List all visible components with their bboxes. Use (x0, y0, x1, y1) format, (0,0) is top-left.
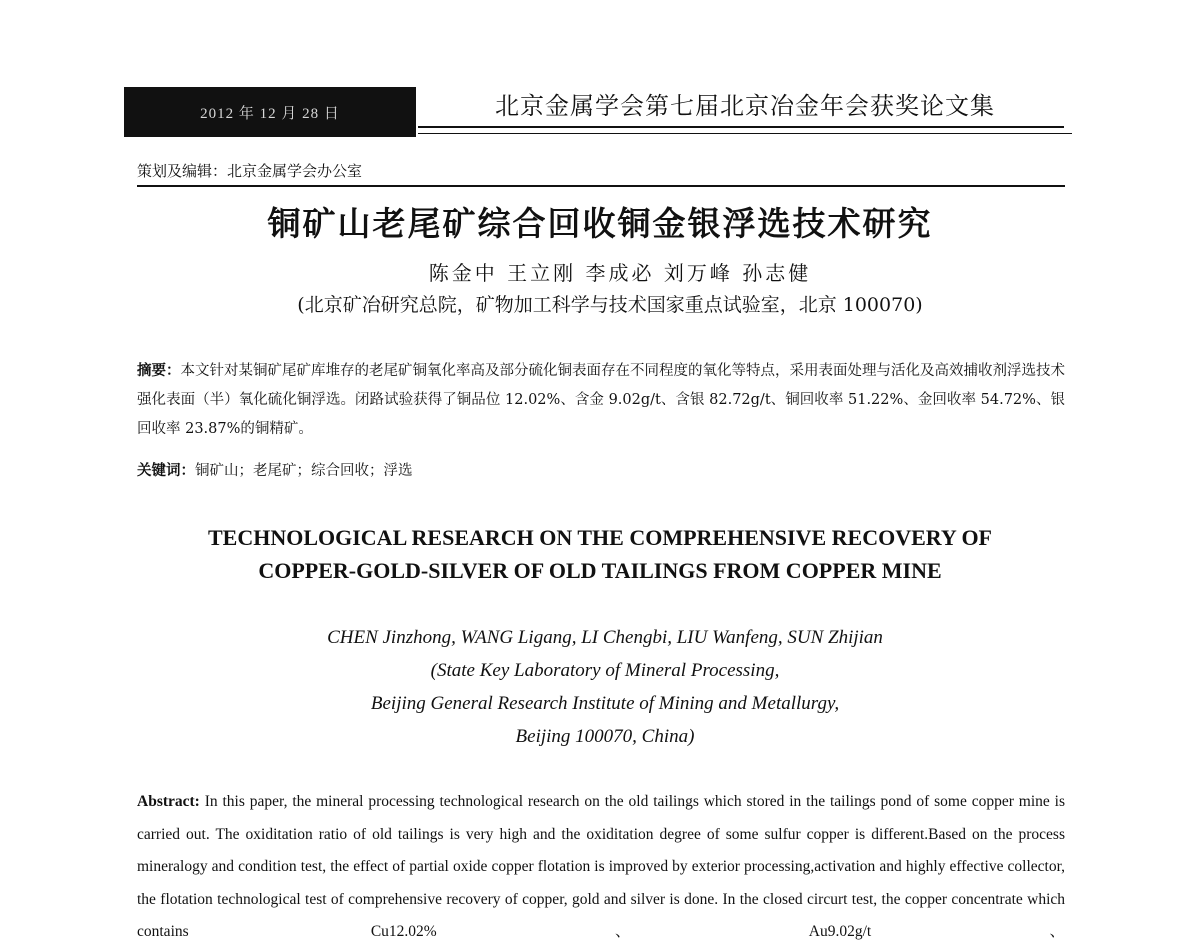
abstract-cn (137, 357, 1065, 444)
abstract-en-text: In this paper, the mineral processing technological research on the old tailings which stored in the tailings pond of some copper mine is carried out. The oxiditation ratio of old tailings is very high and the oxiditation degree of some sulfur copper is different.Based on the process mineralogy and condition test, the effect of partial oxide copper flotation is improved by exterior processing,activation and highly effective collector, the flotation technological test of comprehensive recovery of copper, gold and silver is done. In the closed circurt test, the copper concentrate which contains Cu12.02%、Au9.02g/t、 (137, 793, 1065, 940)
authors-cn: 陈金中 王立刚 李成必 刘万峰 孙志健 (428, 261, 812, 285)
editor-rule (137, 185, 1065, 187)
paper-title-en (0, 521, 1200, 587)
keywords-cn (137, 458, 1065, 484)
header-rule-thin (418, 133, 1072, 134)
keywords-cn-label: 关键词： (137, 463, 195, 479)
paper-title-en-line2: COPPER-GOLD-SILVER OF OLD TAILINGS FROM COPPER MINE (258, 558, 942, 583)
affiliation-en-line2: Beijing General Research Institute of Mining and Metallurgy, (370, 693, 840, 714)
affiliation-cn: (北京矿冶研究总院，矿物加工科学与技术国家重点试验室，北京 100070) (297, 294, 923, 316)
keywords-cn-text: 铜矿山；老尾矿；综合回收；浮选 (195, 463, 413, 479)
header-date (124, 87, 416, 137)
abstract-cn-text: 本文针对某铜矿尾矿库堆存的老尾矿铜氧化率高及部分硫化铜表面存在不同程度的氧化等特点，采用表面处理与活化及高效捕收剂浮选技术强化表面（半）氧化硫化铜浮选。闭路试验获得了铜品位 12.02%、含金 9.02g/t、含银 82.72g/t、铜回收率 51.22%、金回收率 54.72%、银回收率 23.87%的铜精矿。 (137, 363, 1065, 437)
authors-en (0, 621, 1200, 753)
affiliation-en-line1: (State Key Laboratory of Mineral Processing, (430, 660, 780, 681)
header-rule (418, 126, 1064, 128)
abstract-cn-label: 摘要： (137, 363, 181, 379)
abstract-en (137, 786, 1065, 949)
paper-title-en-line1: TECHNOLOGICAL RESEARCH ON THE COMPREHENSIVE RECOVERY OF (207, 525, 992, 550)
paper-title-cn: 铜矿山老尾矿综合回收铜金银浮选技术研究 (267, 204, 933, 243)
header-date-text: 2012 年 12 月 28 日 (200, 105, 340, 122)
affiliation-en-line3: Beijing 100070, China) (515, 726, 695, 747)
authors-en-names: CHEN Jinzhong, WANG Ligang, LI Chengbi, LIU Wanfeng, SUN Zhijian (327, 627, 883, 648)
editor-credit: 策划及编辑：北京金属学会办公室 (137, 162, 363, 180)
abstract-en-label: Abstract: (137, 793, 200, 810)
journal-title: 北京金属学会第七届北京冶金年会获奖论文集 (495, 92, 995, 120)
